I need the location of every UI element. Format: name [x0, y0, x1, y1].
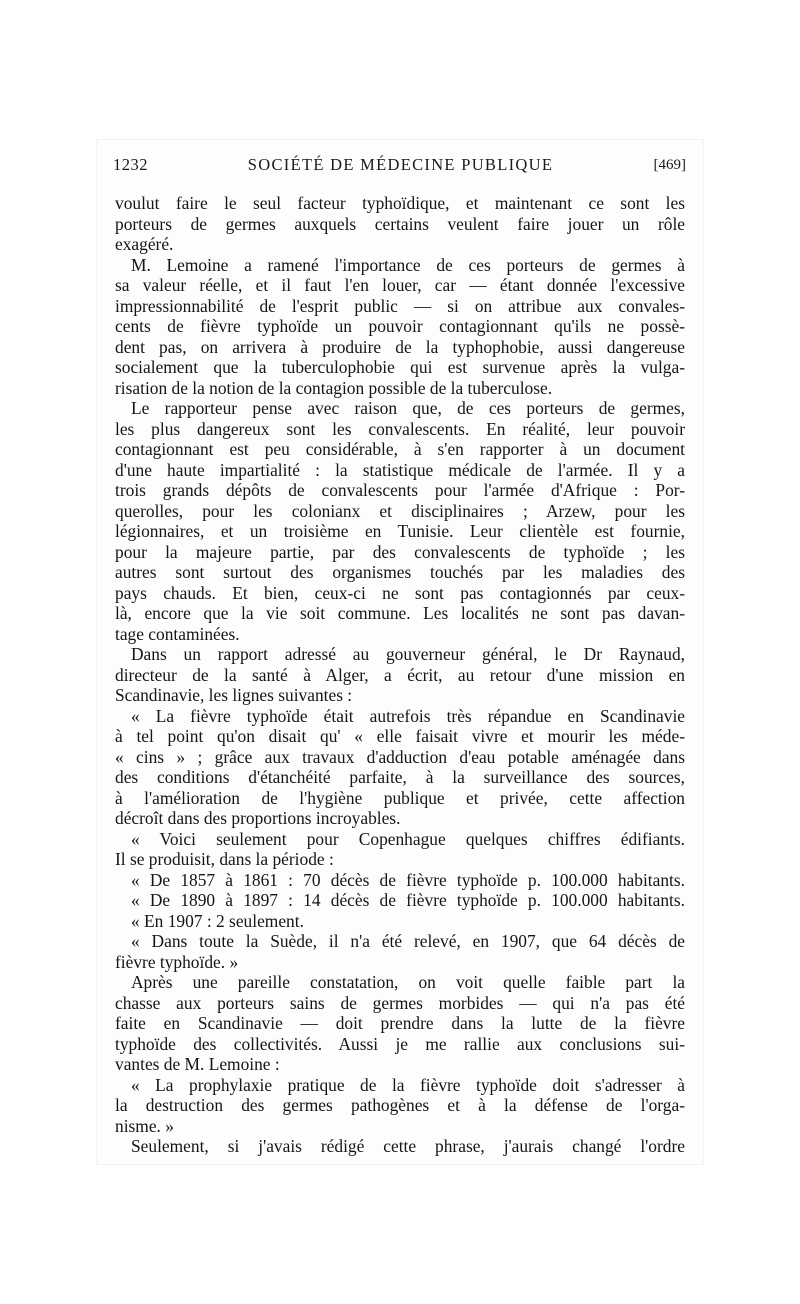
text-line: dent pas, on arrivera à produire de la typhophobie, aussi dangereuse	[115, 336, 685, 357]
text-line: Il se produisit, dans la période :	[115, 849, 334, 869]
text-line: typhoïde des collectivités. Aussi je me rallie aux conclusions sui-	[115, 1033, 685, 1054]
text-line: à tel point qu'on disait qu' « elle faisait vivre et mourir les méde-	[115, 726, 685, 746]
page-header	[113, 155, 688, 177]
text-line: faite en Scandinavie — doit prendre dans la lutte de la fièvre	[115, 1013, 685, 1033]
running-title: SOCIÉTÉ DE MÉDECINE PUBLIQUE	[247, 155, 554, 174]
text-line: « De 1890 à 1897 : 14 décès de fièvre typhoïde p. 100.000 habitants.	[131, 890, 685, 910]
text-line: « Dans toute la Suède, il n'a été relevé, en 1907, que 64 décès de	[131, 931, 685, 951]
text-line: d'une haute impartialité : la statistique médicale de l'armée. Il y a	[115, 459, 685, 480]
text-line: la destruction des germes pathogènes et à la défense de l'orga-	[115, 1095, 685, 1115]
text-line: porteurs de germes auxquels certains veulent faire jouer un rôle	[115, 213, 685, 234]
text-line: « La prophylaxie pratique de la fièvre typhoïde doit s'adresser à	[131, 1074, 685, 1095]
text-line: là, encore que la vie soit commune. Les localités ne sont pas davan-	[115, 603, 685, 623]
text-line: Seulement, si j'avais rédigé cette phrase, j'aurais changé l'ordre	[131, 1136, 685, 1156]
text-line: décroît dans des proportions incroyables.	[115, 808, 401, 828]
text-line: « cins » ; grâce aux travaux d'adduction d'eau potable aménagée dans	[115, 746, 685, 767]
text-line: des conditions d'étanchéité parfaite, à la surveillance des sources,	[115, 767, 685, 787]
text-line: impressionnabilité de l'esprit public — si on attribue aux convales-	[115, 295, 685, 316]
text-line: à l'amélioration de l'hygiène publique et privée, cette affection	[115, 787, 685, 808]
text-line: Après une pareille constatation, on voit quelle faible part la	[131, 972, 685, 992]
text-line: socialement que la tuberculophobie qui est survenue après la vulga-	[115, 357, 685, 377]
text-line: cents de fièvre typhoïde un pouvoir contagionnant qu'ils ne possè-	[115, 316, 685, 336]
text-line: autres sont surtout des organismes touchés par les maladies des	[115, 562, 685, 582]
text-line: risation de la notion de la contagion possible de la tuberculose.	[115, 377, 553, 398]
text-line: chasse aux porteurs sains de germes morbides — qui n'a pas été	[115, 992, 685, 1013]
text-line: M. Lemoine a ramené l'importance de ces porteurs de germes à	[131, 254, 685, 275]
text-line: Dans un rapport adressé au gouverneur général, le Dr Raynaud,	[131, 644, 685, 664]
text-line: directeur de la santé à Alger, a écrit, au retour d'une mission en	[115, 664, 685, 685]
text-line: voulut faire le seul facteur typhoïdique, et maintenant ce sont les	[115, 193, 685, 213]
text-line: « En 1907 : 2 seulement.	[131, 910, 304, 931]
text-line: « Voici seulement pour Copenhague quelques chiffres édifiants.	[131, 828, 685, 849]
text-line: Le rapporteur pense avec raison que, de ces porteurs de germes,	[131, 398, 685, 418]
body-text	[115, 193, 685, 1157]
text-line: légionnaires, et un troisième en Tunisie. Leur clientèle est fournie,	[115, 521, 685, 541]
text-line: nisme. »	[115, 1115, 174, 1136]
text-line: exagéré.	[115, 234, 174, 254]
text-line: contagionnant est peu considérable, à s'en rapporter à un document	[115, 439, 685, 459]
text-line: « De 1857 à 1861 : 70 décès de fièvre typhoïde p. 100.000 habitants.	[131, 869, 685, 890]
text-line: querolles, pour les colonianx et disciplinaires ; Arzew, pour les	[115, 500, 685, 521]
text-line: sa valeur réelle, et il faut l'en louer, car — étant donnée l'excessive	[115, 275, 685, 295]
text-line: pour la majeure partie, par des convalescents de typhoïde ; les	[115, 541, 685, 562]
text-line: Scandinavie, les lignes suivantes :	[115, 685, 353, 705]
text-line: vantes de M. Lemoine :	[115, 1054, 280, 1074]
text-line: les plus dangereux sont les convalescents. En réalité, leur pouvoir	[115, 418, 685, 439]
text-line: trois grands dépôts de convalescents pour l'armée d'Afrique : Por-	[115, 480, 685, 500]
page-reference: [469]	[653, 157, 686, 173]
text-line: pays chauds. Et bien, ceux-ci ne sont pas contagionnés par ceux-	[115, 582, 685, 603]
text-line: « La fièvre typhoïde était autrefois très répandue en Scandinavie	[131, 705, 685, 726]
text-line: fièvre typhoïde. »	[115, 951, 239, 972]
text-line: tage contaminées.	[115, 623, 240, 644]
page-number: 1232	[113, 155, 148, 174]
